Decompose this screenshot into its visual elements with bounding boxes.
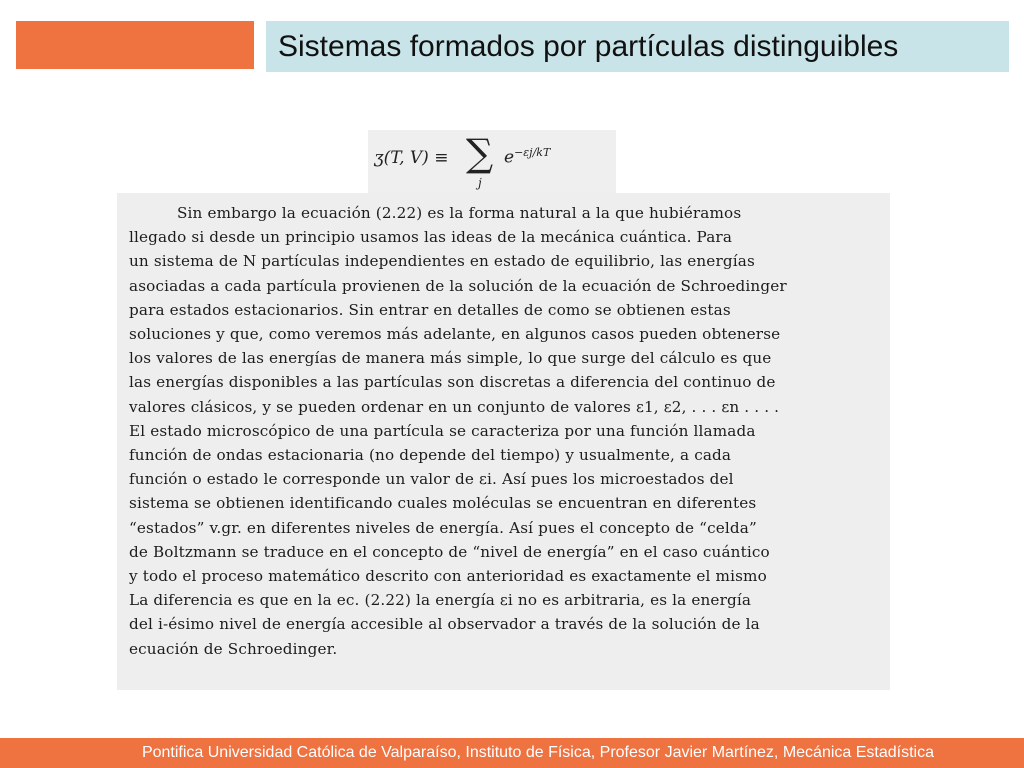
text-line: “estados” v.gr. en diferentes niveles de energía. Así pues el concepto de “celda”: [129, 518, 757, 537]
text-line: La diferencia es que en la ec. (2.22) la energía εi no es arbitraria, es la energía: [129, 591, 752, 610]
text-line: ecuación de Schroedinger.: [129, 639, 338, 658]
partition-function-formula: [368, 130, 616, 198]
text-line: un sistema de N partículas independientes en estado de equilibrio, las energías: [129, 252, 755, 271]
text-line: del i-ésimo nivel de energía accesible al observador a través de la solución de la: [129, 615, 760, 634]
footer-text: Pontifica Universidad Católica de Valparaíso, Instituto de Física, Profesor Javier Martínez, Mecánica Estadística: [141, 744, 934, 761]
text-line: valores clásicos, y se pueden ordenar en un conjunto de valores ε1, ε2, . . . εn . . . .: [129, 397, 780, 416]
summation-symbol: ∑: [466, 131, 494, 175]
text-line: y todo el proceso matemático descrito con anterioridad es exactamente el mismo: [129, 567, 767, 586]
text-line: asociadas a cada partícula provienen de la solución de la ecuación de Schroedinger: [129, 276, 787, 295]
slide-title: Sistemas formados por partículas distinguibles: [278, 30, 899, 63]
accent-block: [16, 21, 254, 69]
text-line: para estados estacionarios. Sin entrar en detalles de como se obtienen estas: [129, 300, 731, 319]
text-line: función de ondas estacionaria (no depende del tiempo) y usualmente, a cada: [129, 446, 732, 465]
text-line: los valores de las energías de manera más simple, lo que surge del cálculo es que: [129, 349, 772, 368]
text-line: llegado si desde un principio usamos las ideas de la mecánica cuántica. Para: [129, 228, 733, 247]
text-line: Sin embargo la ecuación (2.22) es la forma natural a la que hubiéramos: [177, 204, 742, 222]
scanned-text-block: [117, 193, 890, 690]
text-line: El estado microscópico de una partícula se caracteriza por una función llamada: [129, 421, 756, 440]
formula-exponential: [504, 146, 550, 168]
formula-lhs: ʒ(T, V) ≡: [374, 148, 449, 168]
footer-bar: [0, 738, 1024, 768]
text-line: las energías disponibles a las partículas son discretas a diferencia del continuo de: [129, 373, 776, 392]
text-line: función o estado le corresponde un valor de εi. Así pues los microestados del: [129, 470, 734, 489]
exponential-base: e: [504, 147, 515, 168]
text-line: sistema se obtienen identificando cuales moléculas se encuentran en diferentes: [129, 494, 757, 513]
text-line: de Boltzmann se traduce en el concepto de “nivel de energía” en el caso cuántico: [129, 542, 770, 561]
exponent: −εj/kT: [514, 146, 551, 159]
title-box: [266, 21, 1009, 72]
text-line: soluciones y que, como veremos más adelante, en algunos casos pueden obtenerse: [129, 325, 781, 344]
summation-index: j: [478, 176, 482, 190]
